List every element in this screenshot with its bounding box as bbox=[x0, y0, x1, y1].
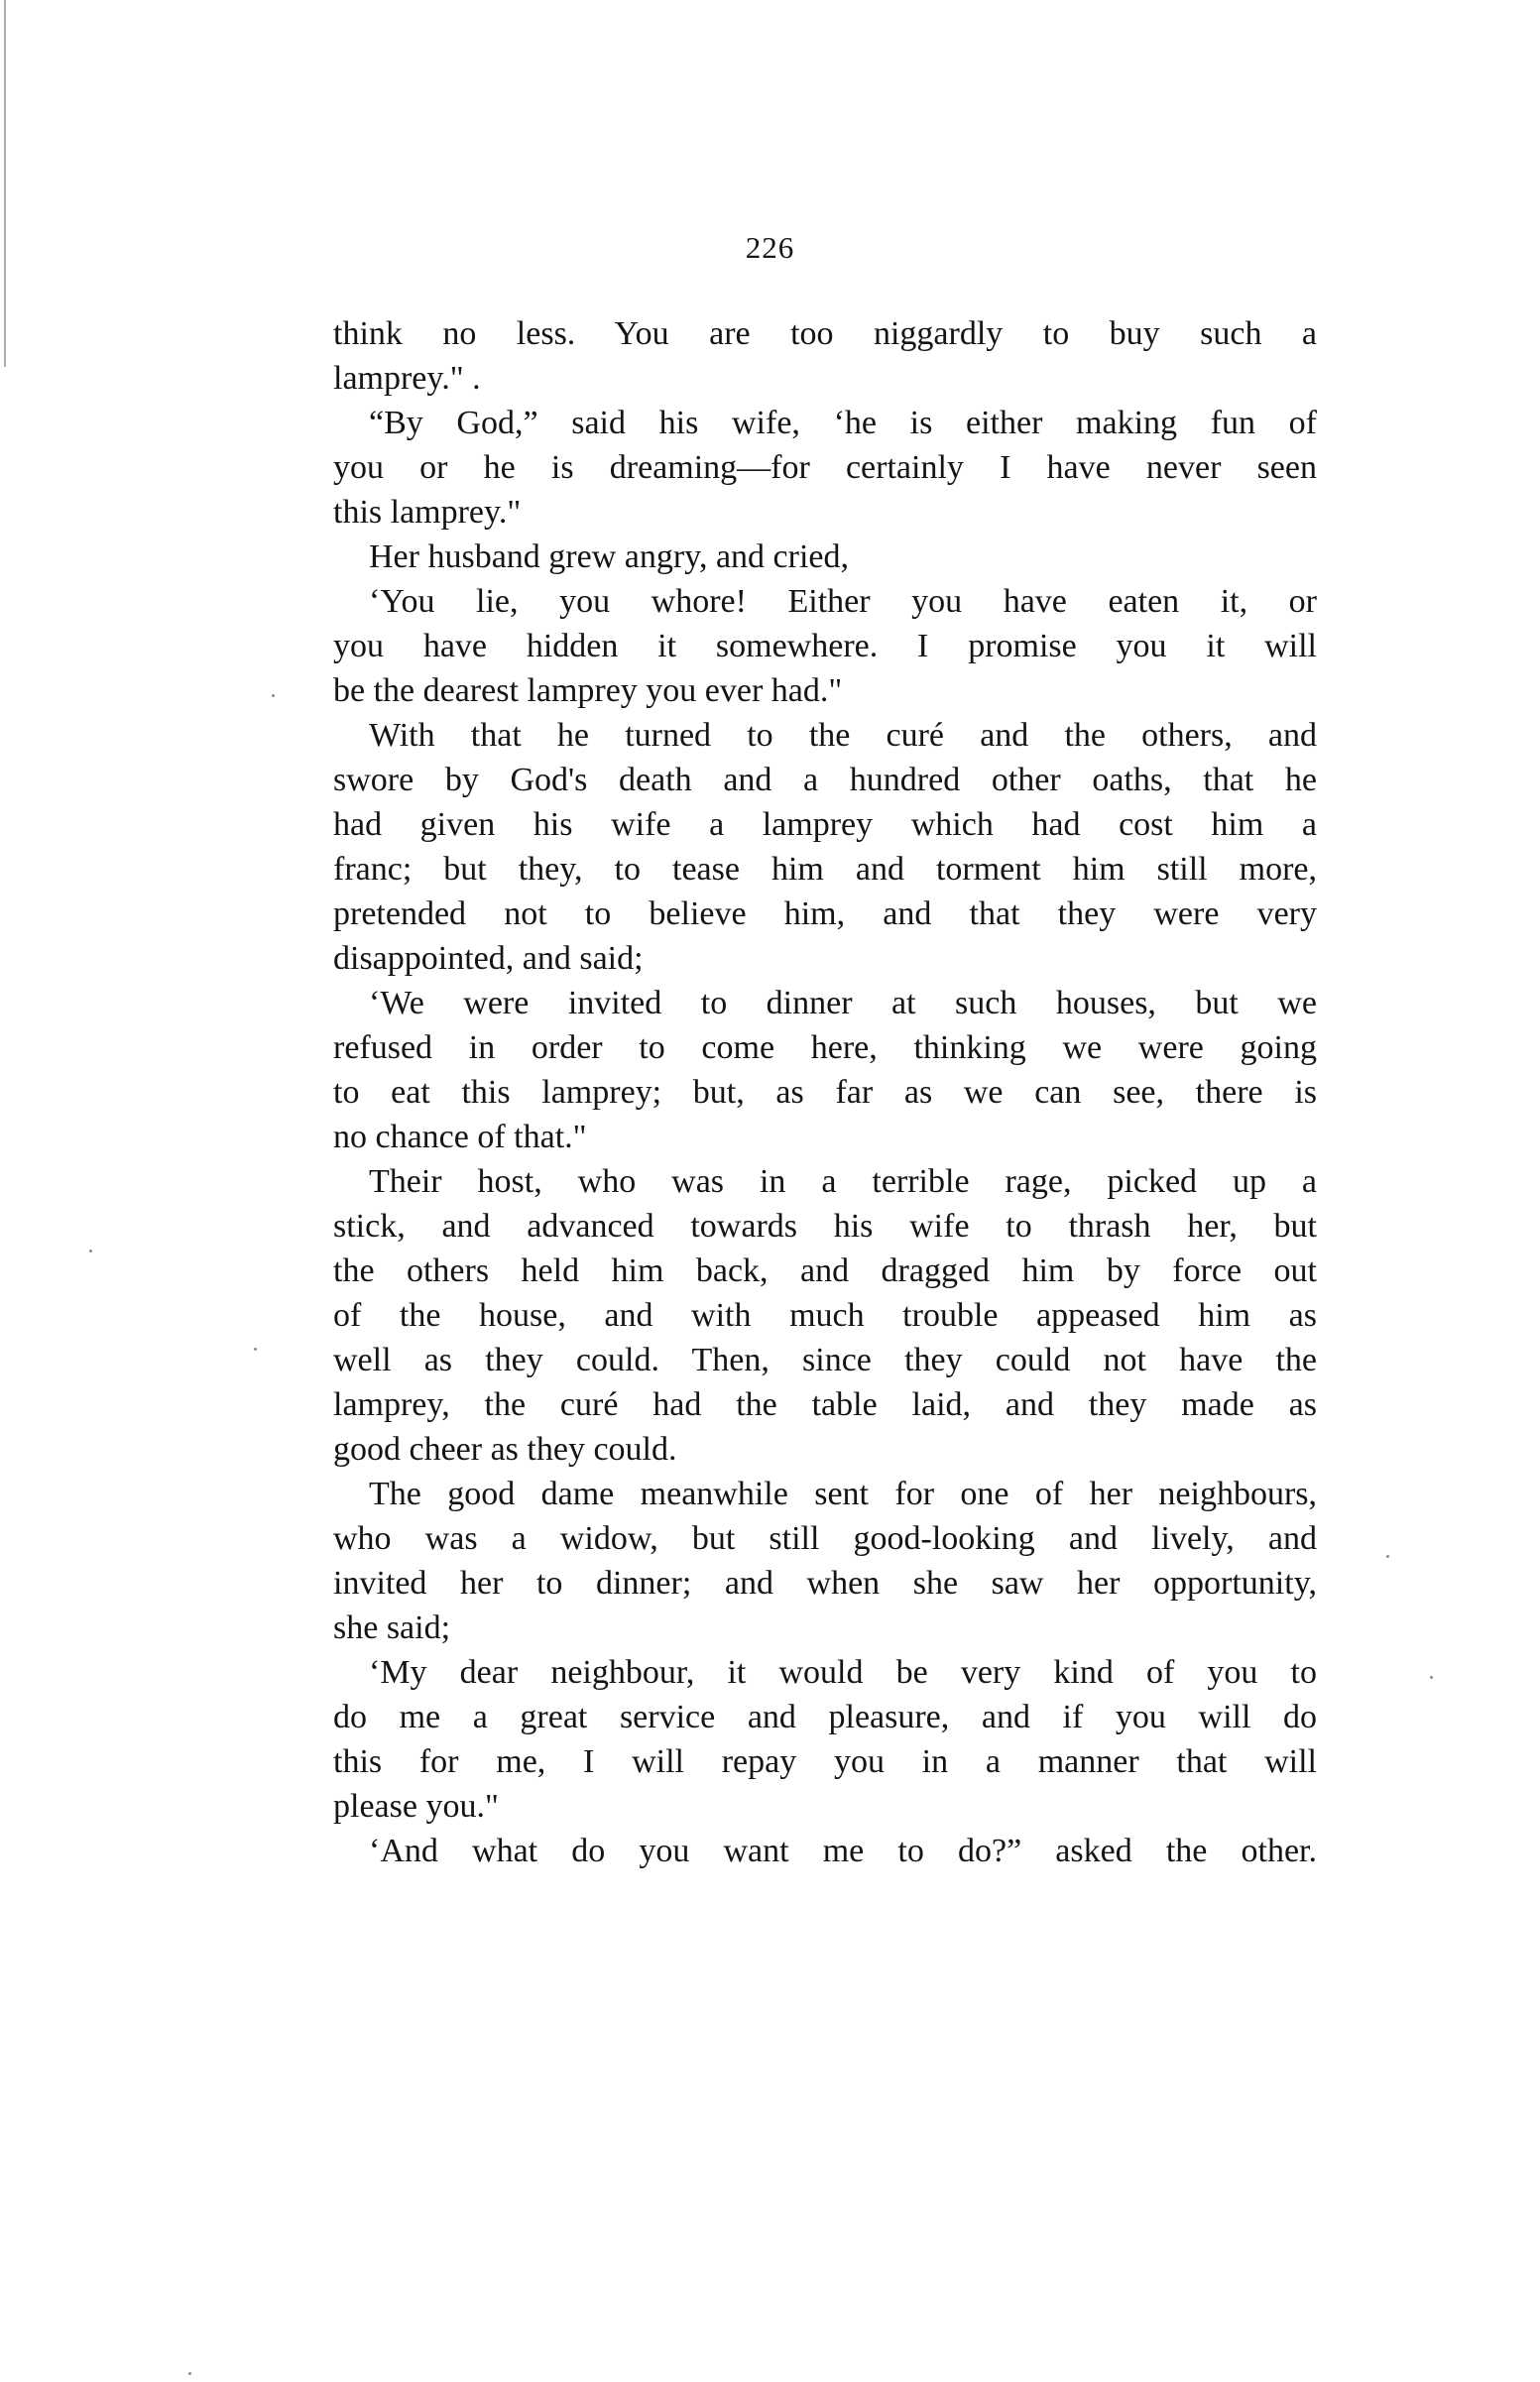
text-line: lamprey, the curé had the table laid, and they made as bbox=[333, 1386, 1317, 1423]
text-line: well as they could. Then, since they could not have the bbox=[333, 1342, 1317, 1378]
scan-speck bbox=[272, 694, 275, 697]
text-line: the others held him back, and dragged him by force out bbox=[333, 1252, 1317, 1289]
text-line: good cheer as they could. bbox=[333, 1431, 677, 1468]
scan-speck bbox=[89, 1250, 92, 1252]
text-line: of the house, and with much trouble appeased him as bbox=[333, 1297, 1317, 1334]
scan-speck bbox=[1386, 1555, 1389, 1558]
text-line: who was a widow, but still good-looking and lively, and bbox=[333, 1520, 1317, 1557]
text-line: refused in order to come here, thinking we were going bbox=[333, 1029, 1317, 1066]
text-line: this lamprey." bbox=[333, 494, 522, 531]
text-line: you or he is dreaming—for certainly I have never seen bbox=[333, 449, 1317, 486]
text-line: invited her to dinner; and when she saw her opportunity, bbox=[333, 1565, 1317, 1602]
text-line: to eat this lamprey; but, as far as we can see, there is bbox=[333, 1074, 1317, 1111]
text-line: no chance of that." bbox=[333, 1119, 587, 1155]
scan-edge-line bbox=[4, 0, 6, 367]
text-line: “By God,” said his wife, ‘he is either making fun of bbox=[369, 405, 1317, 441]
text-line: swore by God's death and a hundred other oaths, that he bbox=[333, 762, 1317, 798]
text-line: disappointed, and said; bbox=[333, 940, 644, 977]
body-text bbox=[333, 311, 1317, 1873]
text-line: ‘My dear neighbour, it would be very kind of you to bbox=[369, 1654, 1317, 1691]
text-line: ‘And what do you want me to do?” asked the other. bbox=[369, 1833, 1317, 1869]
text-line: franc; but they, to tease him and torment him still more, bbox=[333, 851, 1317, 888]
text-line: The good dame meanwhile sent for one of her neighbours, bbox=[369, 1476, 1317, 1512]
text-line: she said; bbox=[333, 1609, 451, 1646]
text-line: lamprey." . bbox=[333, 360, 481, 397]
text-line: be the dearest lamprey you ever had." bbox=[333, 672, 843, 709]
scan-speck bbox=[188, 2372, 191, 2375]
scan-speck bbox=[1430, 1676, 1433, 1679]
text-line: Their host, who was in a terrible rage, picked up a bbox=[369, 1163, 1317, 1200]
text-line: ‘We were invited to dinner at such houses, but we bbox=[369, 985, 1317, 1021]
text-line: Her husband grew angry, and cried, bbox=[369, 538, 850, 575]
text-line: this for me, I will repay you in a manner that will bbox=[333, 1743, 1317, 1780]
text-line: think no less. You are too niggardly to buy such a bbox=[333, 315, 1317, 352]
scan-speck bbox=[254, 1348, 257, 1351]
text-line: had given his wife a lamprey which had cost him a bbox=[333, 806, 1317, 843]
text-line: you have hidden it somewhere. I promise you it will bbox=[333, 628, 1317, 664]
text-line: stick, and advanced towards his wife to thrash her, but bbox=[333, 1208, 1317, 1245]
page-number: 226 bbox=[745, 230, 795, 265]
text-line: do me a great service and pleasure, and if you will do bbox=[333, 1699, 1317, 1735]
text-line: ‘You lie, you whore! Either you have eaten it, or bbox=[369, 583, 1317, 620]
text-line: With that he turned to the curé and the others, and bbox=[369, 717, 1317, 754]
text-line: please you." bbox=[333, 1788, 499, 1825]
text-line: pretended not to believe him, and that they were very bbox=[333, 895, 1317, 932]
